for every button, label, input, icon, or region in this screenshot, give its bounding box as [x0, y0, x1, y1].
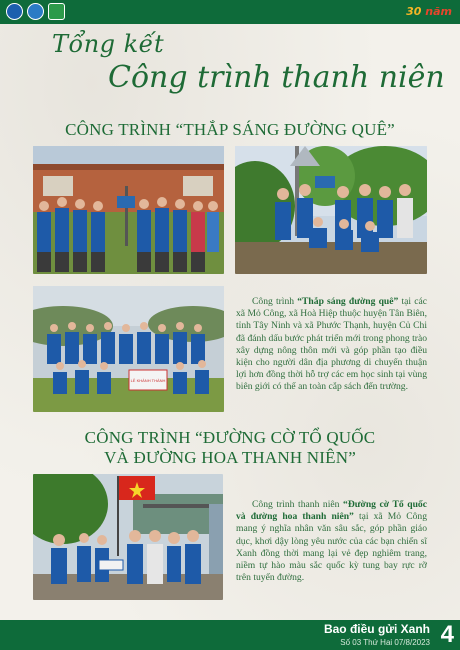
section2-paragraph-rest: tại xã Mỏ Công mang ý nghĩa nhân văn sâu sắc, góp phần giáo dục, khơi dậy lòng yêu nước của các bạn chiến sĩ Xanh đồng thời mang lại vẻ đẹp nghiêm trang, niềm tự hào màu sắc quốc kỳ tung bay rực rỡ trên tuyến đường. — [236, 511, 427, 584]
page-title-line2: Công trình thanh niên — [108, 60, 445, 95]
top-bar — [0, 0, 460, 24]
photo-group-trees — [235, 146, 427, 274]
page-number: 4 — [440, 621, 454, 648]
brand-word: năm — [425, 5, 452, 18]
section1-paragraph-project-name: “Thắp sáng đường quê” — [297, 296, 399, 307]
section2-paragraph — [236, 499, 427, 584]
section2-heading-line1: CÔNG TRÌNH “ĐƯỜNG CỜ TỔ QUỐC — [84, 428, 376, 447]
section2-heading — [0, 428, 460, 468]
volunteer-logo-icon — [48, 3, 65, 20]
brand-number: 30 — [406, 5, 422, 18]
issue-info: Số 03 Thứ Hai 07/8/2023 — [340, 638, 430, 647]
page-title-line1: Tổng kết — [52, 30, 165, 58]
section1-paragraph-lead: Công trình — [252, 296, 298, 307]
section1-paragraph — [236, 296, 427, 394]
photo-lighting-ceremony — [33, 146, 224, 274]
section2-paragraph-lead: Công trình thanh niên — [252, 499, 344, 510]
photo-group-banner — [33, 286, 224, 412]
anniversary-brand-logo — [400, 2, 452, 22]
photo-flag-road — [33, 474, 223, 600]
banner-text: LỄ KHÁNH THÀNH — [130, 378, 166, 383]
section1-heading: CÔNG TRÌNH “THẮP SÁNG ĐƯỜNG QUÊ” — [65, 120, 395, 139]
section1-paragraph-rest: tại các xã Mỏ Công, xã Hoà Hiệp thuộc huyện Tân Biên, tỉnh Tây Ninh và xã Phước Thạnh, huyện Củ Chi đã đánh dấu bước phát triển mới trong phong trào xây dựng nông thôn mới và góp phần tạo điều kiện cho người dân địa phương di chuyển thuận lợi hơn đồng thời hỗ trợ các em học sinh tại vùng biên giới có thể an toàn cắp sách đến trường. — [236, 296, 427, 393]
section2-heading-line2: VÀ ĐƯỜNG HOA THANH NIÊN” — [104, 448, 356, 467]
section2-paragraph-project-name: “Đường cờ Tổ quốc và đường hoa thanh niên” — [236, 499, 427, 523]
association-logo-icon — [27, 3, 44, 20]
union-logo-icon — [6, 3, 23, 20]
publication-name: Bao điều gửi Xanh — [323, 622, 430, 636]
